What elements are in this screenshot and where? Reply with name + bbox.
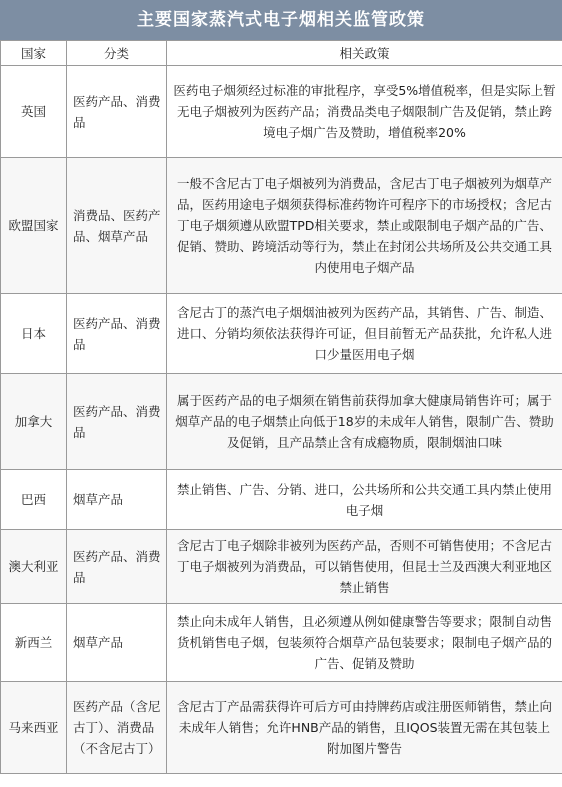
policy-cell: 含尼古丁电子烟除非被列为医药产品，否则不可销售使用；不含尼古丁电子烟被列为消费品，可以销售使用，但昆士兰及西澳大利亚地区禁止销售 (167, 530, 562, 604)
country-cell: 马来西亚 (1, 682, 67, 774)
table-row (1, 470, 562, 530)
country-cell: 欧盟国家 (1, 158, 67, 294)
table-row (1, 158, 562, 294)
policy-cell: 禁止向未成年人销售，且必须遵从例如健康警告等要求；限制自动售货机销售电子烟，包装须符合烟草产品包装要求；限制电子烟产品的广告、促销及赞助 (167, 604, 562, 682)
country-cell: 新西兰 (1, 604, 67, 682)
table-row (1, 374, 562, 470)
policy-cell: 医药电子烟须经过标准的审批程序，享受5%增值税率，但是实际上暂无电子烟被列为医药产品；消费品类电子烟限制广告及促销，禁止跨境电子烟广告及赞助，增值税率20% (167, 66, 562, 158)
country-cell: 加拿大 (1, 374, 67, 470)
header-policy: 相关政策 (167, 41, 562, 66)
category-cell: 医药产品、消费品 (67, 530, 167, 604)
table-title: 主要国家蒸汽式电子烟相关监管政策 (0, 0, 562, 40)
policy-cell: 禁止销售、广告、分销、进口，公共场所和公共交通工具内禁止使用电子烟 (167, 470, 562, 530)
header-category: 分类 (67, 41, 167, 66)
country-cell: 澳大利亚 (1, 530, 67, 604)
category-cell: 烟草产品 (67, 470, 167, 530)
policy-cell: 一般不含尼古丁电子烟被列为消费品，含尼古丁电子烟被列为烟草产品，医药用途电子烟须获得标准药物许可程序下的市场授权；含尼古丁电子烟须遵从欧盟TPD相关要求，禁止或限制电子烟产品的广告、促销、赞助、跨境活动等行为，禁止在封闭公共场所及公共交通工具内使用电子烟产品 (167, 158, 562, 294)
policy-cell: 含尼古丁的蒸汽电子烟烟油被列为医药产品，其销售、广告、制造、进口、分销均须依法获得许可证，但目前暂无产品获批，允许私人进口少量医用电子烟 (167, 294, 562, 374)
category-cell: 烟草产品 (67, 604, 167, 682)
header-country: 国家 (1, 41, 67, 66)
table-row (1, 66, 562, 158)
table-row (1, 530, 562, 604)
policy-cell: 含尼古丁产品需获得许可后方可由持牌药店或注册医师销售，禁止向未成年人销售；允许HNB产品的销售，且IQOS装置无需在其包装上附加图片警告 (167, 682, 562, 774)
table-row (1, 682, 562, 774)
category-cell: 医药产品、消费品 (67, 66, 167, 158)
category-cell: 医药产品、消费品 (67, 374, 167, 470)
header-row (1, 41, 562, 66)
country-cell: 日本 (1, 294, 67, 374)
category-cell: 消费品、医药产品、烟草产品 (67, 158, 167, 294)
table-row (1, 604, 562, 682)
category-cell: 医药产品、消费品 (67, 294, 167, 374)
country-cell: 英国 (1, 66, 67, 158)
category-cell: 医药产品（含尼古丁）、消费品（不含尼古丁） (67, 682, 167, 774)
policy-cell: 属于医药产品的电子烟须在销售前获得加拿大健康局销售许可；属于烟草产品的电子烟禁止向低于18岁的未成年人销售，限制广告、赞助及促销，且产品禁止含有成瘾物质，限制烟油口味 (167, 374, 562, 470)
table-row (1, 294, 562, 374)
country-cell: 巴西 (1, 470, 67, 530)
policy-table (0, 40, 562, 774)
